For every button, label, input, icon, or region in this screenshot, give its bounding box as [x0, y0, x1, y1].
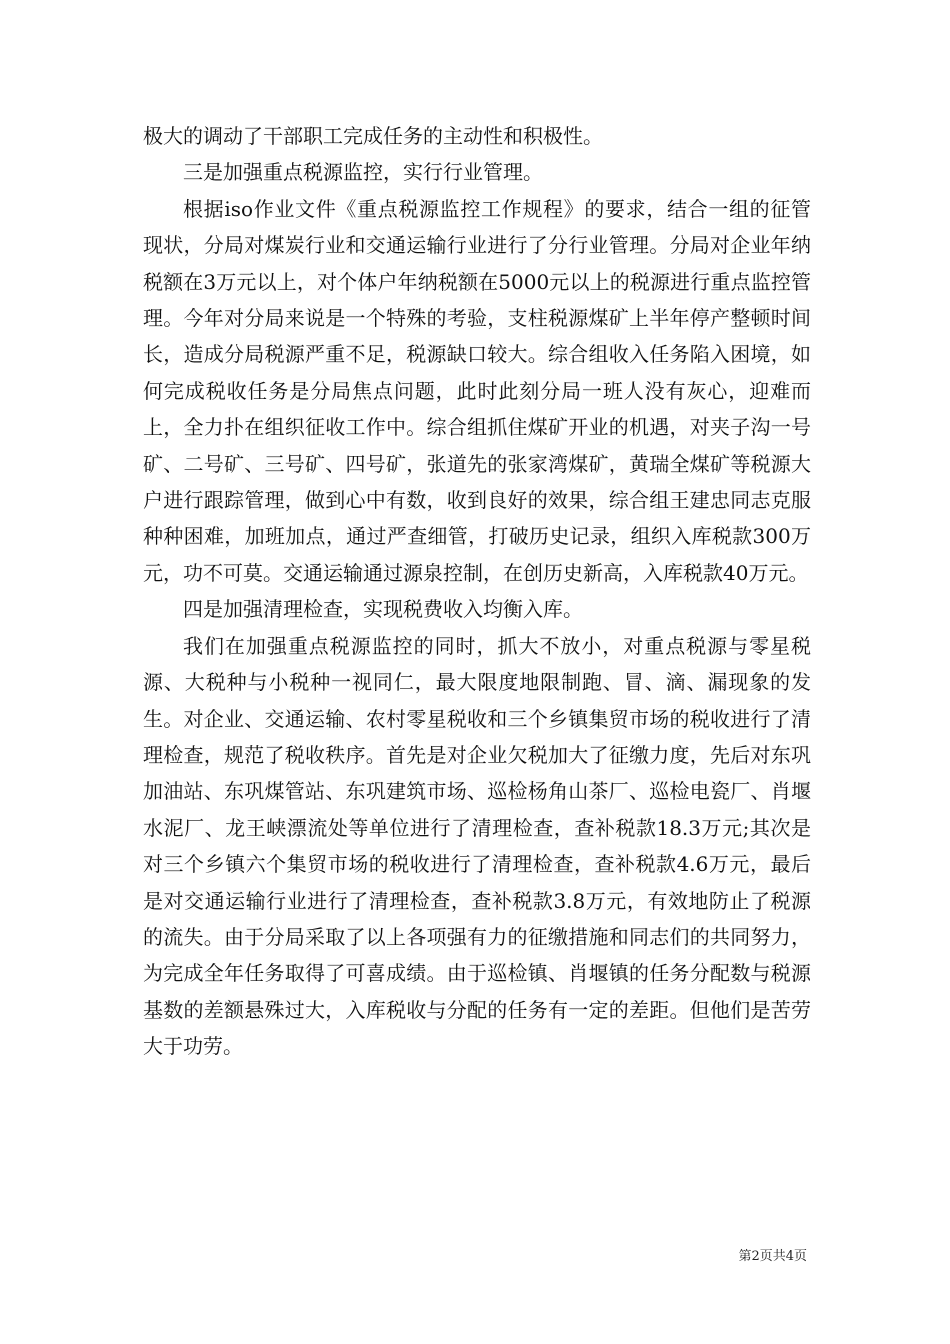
paragraph-clearance-inspection: 我们在加强重点税源监控的同时，抓大不放小，对重点税源与零星税源、大税种与小税种一视同仁，最大限度地限制跑、冒、滴、漏现象的发生。对企业、交通运输、农村零星税收和三个乡镇集贸市场的税收进行了清理检查，规范了税收秩序。首先是对企业欠税加大了征缴力度，先后对东巩加油站、东巩煤管站、东巩建筑市场、巡检杨角山茶厂、巡检电瓷厂、肖堰水泥厂、龙王峡漂流处等单位进行了清理检查，查补税款18.3万元;其次是对三个乡镇六个集贸市场的税收进行了清理检查，查补税款4.6万元，最后是对交通运输行业进行了清理检查，查补税款3.8万元，有效地防止了税源的流失。由于分局采取了以上各项强有力的征缴措施和同志们的共同努力，为完成全年任务取得了可喜成绩。由于巡检镇、肖堰镇的任务分配数与税源基数的差额悬殊过大，入库税收与分配的任务有一定的差距。但他们是苦劳大于功劳。: [143, 633, 811, 1059]
document-body: [143, 118, 811, 1065]
paragraph-continuation: 极大的调动了干部职工完成任务的主动性和积极性。: [143, 124, 603, 148]
page-number-footer: 第2页共4页: [738, 1249, 807, 1264]
section-heading-four: 四是加强清理检查，实现税费收入均衡入库。: [183, 597, 583, 622]
section-heading-three: 三是加强重点税源监控，实行行业管理。: [183, 160, 543, 185]
paragraph-key-tax-monitoring: 根据iso作业文件《重点税源监控工作规程》的要求，结合一组的征管现状，分局对煤炭行业和交通运输行业进行了分行业管理。分局对企业年纳税额在3万元以上，对个体户年纳税额在5000元以上的税源进行重点监控管理。今年对分局来说是一个特殊的考验，支柱税源煤矿上半年停产整顿时间长，造成分局税源严重不足，税源缺口较大。综合组收入任务陷入困境，如何完成税收任务是分局焦点问题，此时此刻分局一班人没有灰心，迎难而上，全力扑在组织征收工作中。综合组抓住煤矿开业的机遇，对夹子沟一号矿、二号矿、三号矿、四号矿，张道先的张家湾煤矿，黄瑞全煤矿等税源大户进行跟踪管理，做到心中有数，收到良好的效果，综合组王建忠同志克服种种困难，加班加点，通过严查细管，打破历史记录，组织入库税款300万元，功不可莫。交通运输通过源泉控制，在创历史新高，入库税款40万元。: [143, 196, 811, 585]
